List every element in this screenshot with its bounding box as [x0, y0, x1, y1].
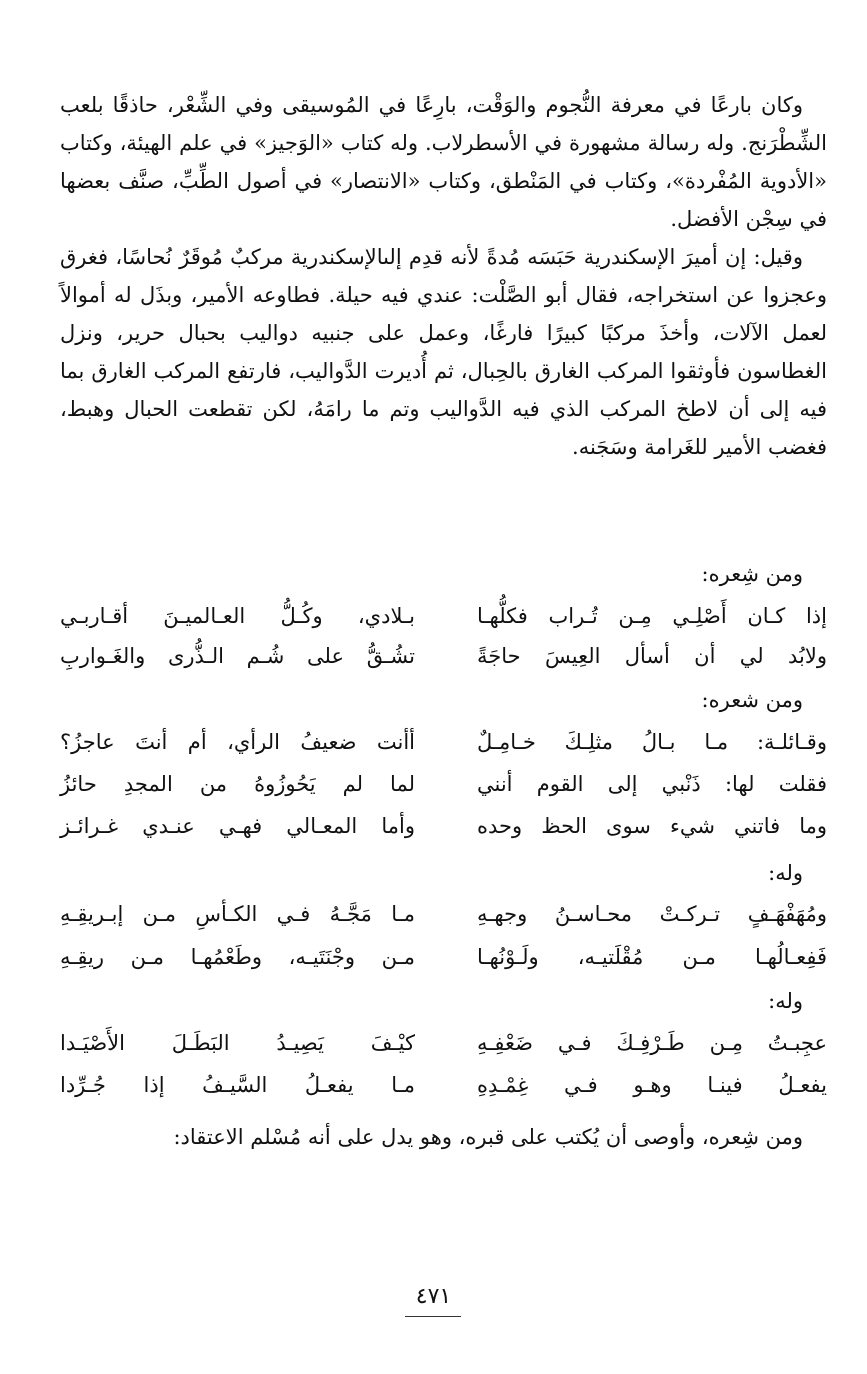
verse-second-hemistich: كيْـفَ يَصِيـدُ البَطَـلَ الأَصْيَـدا	[60, 1031, 415, 1055]
verse-line	[60, 722, 827, 762]
verse-line	[60, 806, 827, 846]
closing-paragraph: ومن شِعره، وأوصى أن يُكتب على قبره، وهو يدل على أنه مُسْلم الاعتقاد:	[173, 1125, 803, 1149]
poem-intro-4: وله:	[768, 989, 803, 1013]
verse-second-hemistich: بـلادي، وكُـلُّ العـالميـنَ أقـاربـي	[60, 604, 415, 628]
verse-first-hemistich: وقـائلـة: مـا بـالُ مثلِـكَ خـامِـلٌ	[477, 730, 827, 754]
verse-first-hemistich: وما فاتني شيء سوى الحظ وحده	[477, 814, 827, 838]
verse-line	[60, 596, 827, 636]
verse-line	[60, 1023, 827, 1063]
verse-second-hemistich: لما لم يَحُوزُوهُ من المجدِ حائزُ	[60, 772, 415, 796]
poem-intro-3: وله:	[768, 861, 803, 885]
poem-intro-2: ومن شعره:	[701, 688, 803, 712]
poem-intro-1: ومن شِعره:	[701, 562, 803, 586]
verse-line	[60, 764, 827, 804]
verse-first-hemistich: ولابُد لي أن أسأل العِيسَ حاجَةً	[477, 644, 827, 668]
verse-first-hemistich: ومُهَفْهَـفٍ تـركـتْ محـاسـنُ وجهـهِ	[477, 902, 827, 926]
body-text-top	[60, 86, 827, 466]
verse-line	[60, 636, 827, 676]
body-text-bottom	[60, 1118, 827, 1156]
page-number-underline	[405, 1316, 461, 1317]
verse-first-hemistich: يفعـلُ فينـا وهـو فـي غِمْـدِهِ	[477, 1073, 827, 1097]
verse-first-hemistich: إذا كـان أَصْلِـي مِـن تُـراب فكلُّهـا	[477, 604, 827, 628]
verse-line	[60, 894, 827, 934]
verse-second-hemistich: مـا يفعـلُ السَّيـفُ إذا جُـرِّدا	[60, 1073, 415, 1097]
verse-second-hemistich: تشُـقُّ على شُـم الـذُّرى والغَـواربِ	[60, 644, 415, 668]
paragraph-2: وقيل: إن أميرَ الإسكندرية حَبَسَه مُدةً لأنه قدِم إلىالإسكندرية مركبٌ مُوقَرٌ نُحاسًا، فغرق وعجزوا عن استخراجه، فقال أبو الصَّلْت: عندي فيه حيلة. فطاوعه الأمير، وبذَل له أموالاً لعمل الآلات، وأخذَ مركبًا كبيرًا فارغًا، وعمل على جنبيه دواليب بحبال حرير، ونزل الغطاسون فأوثقوا المركب الغارق بالحِبال، ثم أُديرت الدَّواليب، فارتفع المركب الغارق بما فيه إلى أن لاطخ المركب الذي فيه الدَّواليب وتم ما رامَهُ، لكن تقطعت الحبال وهبط، فغضب الأمير للغَرامة وسَجَنه.	[60, 245, 827, 459]
verse-first-hemistich: فقلت لها: ذَنْبي إلى القوم أنني	[477, 772, 827, 796]
verse-line	[60, 1065, 827, 1105]
verse-line	[60, 937, 827, 977]
verse-second-hemistich: مـا مَجَّـهُ فـي الكـأسِ مـن إبـريقِـهِ	[60, 902, 415, 926]
paragraph-1: وكان بارعًا في معرفة النُّجوم والوَقْت، بارِعًا في المُوسيقى وفي الشِّعْر، حاذقًا بلعب الشِّطْرَنج. وله رسالة مشهورة في الأسطرلاب. وله كتاب «الوَجيز» في علم الهيئة، وكتاب «الأدوية المُفْردة»، وكتاب في المَنْطق، وكتاب «الانتصار» في أصول الطِّبِّ، صنَّف بعضها في سِجْن الأفضل.	[60, 93, 827, 231]
verse-first-hemistich: عجِبـتُ مِـن طَـرْفِـكَ فـي ضَعْفِـهِ	[477, 1031, 827, 1055]
verse-second-hemistich: أأنت ضعيفُ الرأي، أم أنتَ عاجزُ؟	[60, 730, 415, 754]
verse-second-hemistich: وأما المعـالي فهـي عنـدي غـرائـز	[60, 814, 415, 838]
page-number: ٤٧١	[415, 1284, 452, 1309]
verse-first-hemistich: فَفِعـالُهـا مـن مُقْلَتيـه، ولَـوْنُهـا	[477, 945, 827, 969]
verse-second-hemistich: مـن وجْنَتَيـه، وطَعْمُهـا مـن ريقِـهِ	[60, 945, 415, 969]
